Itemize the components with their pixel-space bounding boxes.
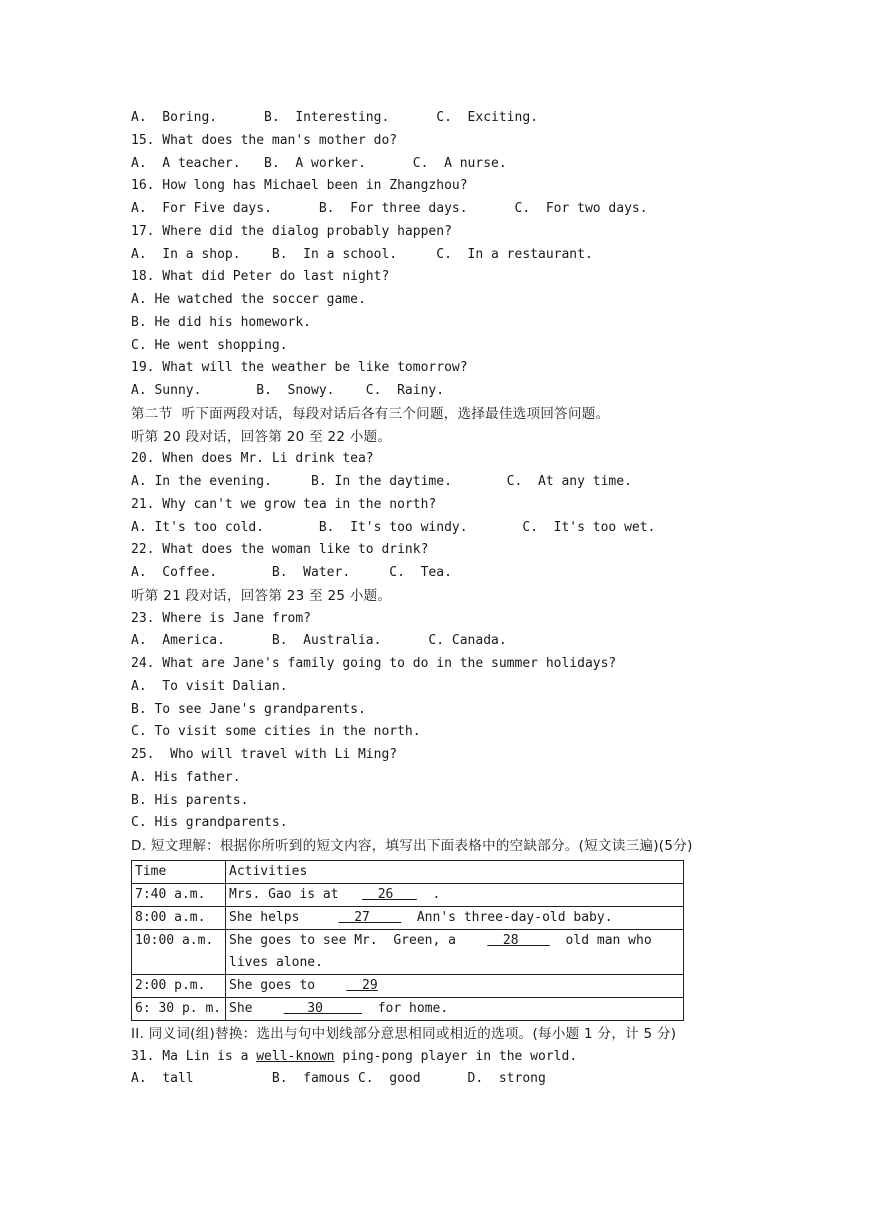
answer-blank: 29 (346, 977, 378, 993)
activity-cell (226, 906, 684, 929)
activity-text-end: . (416, 886, 441, 902)
question-line: C. His grandparents. (131, 815, 288, 831)
question-line: B. To see Jane's grandparents. (131, 701, 366, 717)
question-line: 19. What will the weather be like tomorrow? (131, 360, 468, 376)
activity-text: Mrs. Gao is at (229, 886, 363, 902)
time-cell: 10:00 a.m. (132, 929, 226, 974)
question-line: 23. Where is Jane from? (131, 610, 312, 626)
question-line: 15. What does the man's mother do? (131, 132, 398, 148)
question-line: B. His parents. (131, 792, 249, 808)
dialog-20-heading: 听第 20 段对话，回答第 20 至 22 小题。 (131, 428, 392, 445)
time-cell: 6: 30 p. m. (132, 997, 226, 1020)
exam-document (131, 107, 771, 1091)
activity-cell (226, 929, 684, 974)
question-line: 25. Who will travel with Li Ming? (131, 747, 398, 762)
question-line: A. For Five days. B. For three days. C. For two days. (131, 201, 648, 216)
question-line: A. Boring. B. Interesting. C. Exciting. (131, 110, 538, 125)
question-31-text-end: ping-pong player in the world. (334, 1048, 578, 1064)
listening-questions-14-19 (131, 107, 771, 403)
answer-blank: 27 (338, 909, 402, 925)
question-line: A. Sunny. B. Snowy. C. Rainy. (131, 383, 445, 398)
activity-text: She goes to see Mr. Green, a (229, 932, 488, 948)
section-d-heading: D. 短文理解：根据你所听到的短文内容，填写出下面表格中的空缺部分。(短文读三遍)(5分) (131, 838, 693, 854)
table-row (132, 883, 684, 906)
question-line: 20. When does Mr. Li drink tea? (131, 451, 374, 467)
time-cell: 8:00 a.m. (132, 906, 226, 929)
table-header-row (132, 860, 684, 883)
listening-questions-20-22 (131, 448, 771, 585)
question-line: B. He did his homework. (131, 314, 312, 330)
answer-blank: 30 (283, 1000, 363, 1016)
question-line: A. His father. (131, 769, 241, 785)
question-31-options: A. tall B. famous C. good D. strong (131, 1071, 546, 1087)
question-31-text: 31. Ma Lin is a (131, 1048, 257, 1064)
question-line: C. To visit some cities in the north. (131, 724, 421, 740)
question-line: 17. Where did the dialog probably happen? (131, 223, 452, 239)
table-header-time: Time (132, 860, 226, 883)
question-31 (131, 1046, 771, 1069)
question-line: A. He watched the soccer game. (131, 292, 366, 307)
dialog-21-heading: 听第 21 段对话，回答第 23 至 25 小题。 (131, 587, 392, 604)
activity-cell (226, 997, 684, 1020)
question-line: A. Coffee. B. Water. C. Tea. (131, 565, 452, 580)
table-row (132, 997, 684, 1020)
activity-text: She goes to (229, 977, 347, 993)
activity-cell (226, 974, 684, 997)
activity-text-end: for home. (362, 1000, 449, 1016)
table-header-activities: Activities (226, 860, 684, 883)
activity-text: She helps (229, 909, 339, 925)
question-line: A. It's too cold. B. It's too windy. C. It's too wet. (131, 519, 656, 535)
activity-text-end: old man who lives alone. (229, 932, 660, 970)
activity-text: She (229, 1000, 284, 1016)
synonym-section-heading: II. 同义词(组)替换：选出与句中划线部分意思相同或相近的选项。(每小题 1 分，计 5 分) (131, 1025, 677, 1042)
question-line: A. To visit Dalian. (131, 678, 288, 694)
question-line: A. In the evening. B. In the daytime. C. At any time. (131, 474, 632, 489)
activity-cell (226, 883, 684, 906)
question-line: 18. What did Peter do last night? (131, 269, 390, 285)
question-line: 22. What does the woman like to drink? (131, 542, 429, 558)
question-line: A. America. B. Australia. C. Canada. (131, 633, 507, 649)
table-row (132, 974, 684, 997)
section-2-heading: 第二节 听下面两段对话，每段对话后各有三个问题，选择最佳选项回答问题。 (131, 405, 610, 422)
table-row (132, 906, 684, 929)
time-cell: 2:00 p.m. (132, 974, 226, 997)
table-row (132, 929, 684, 974)
question-line: 16. How long has Michael been in Zhangzhou? (131, 178, 468, 194)
question-line: A. In a shop. B. In a school. C. In a restaurant. (131, 246, 593, 262)
question-line: C. He went shopping. (131, 337, 288, 353)
activity-text-end: Ann's three-day-old baby. (401, 909, 613, 925)
listening-questions-23-25 (131, 608, 771, 836)
time-cell: 7:40 a.m. (132, 883, 226, 906)
answer-blank: 26 (362, 886, 417, 902)
answer-blank: 28 (487, 932, 550, 948)
question-line: A. A teacher. B. A worker. C. A nurse. (131, 155, 507, 171)
question-31-underlined: well-known (256, 1048, 335, 1064)
question-line: 21. Why can't we grow tea in the north? (131, 496, 437, 512)
question-line: 24. What are Jane's family going to do in the summer holidays? (131, 656, 617, 671)
activities-table (131, 860, 684, 1021)
